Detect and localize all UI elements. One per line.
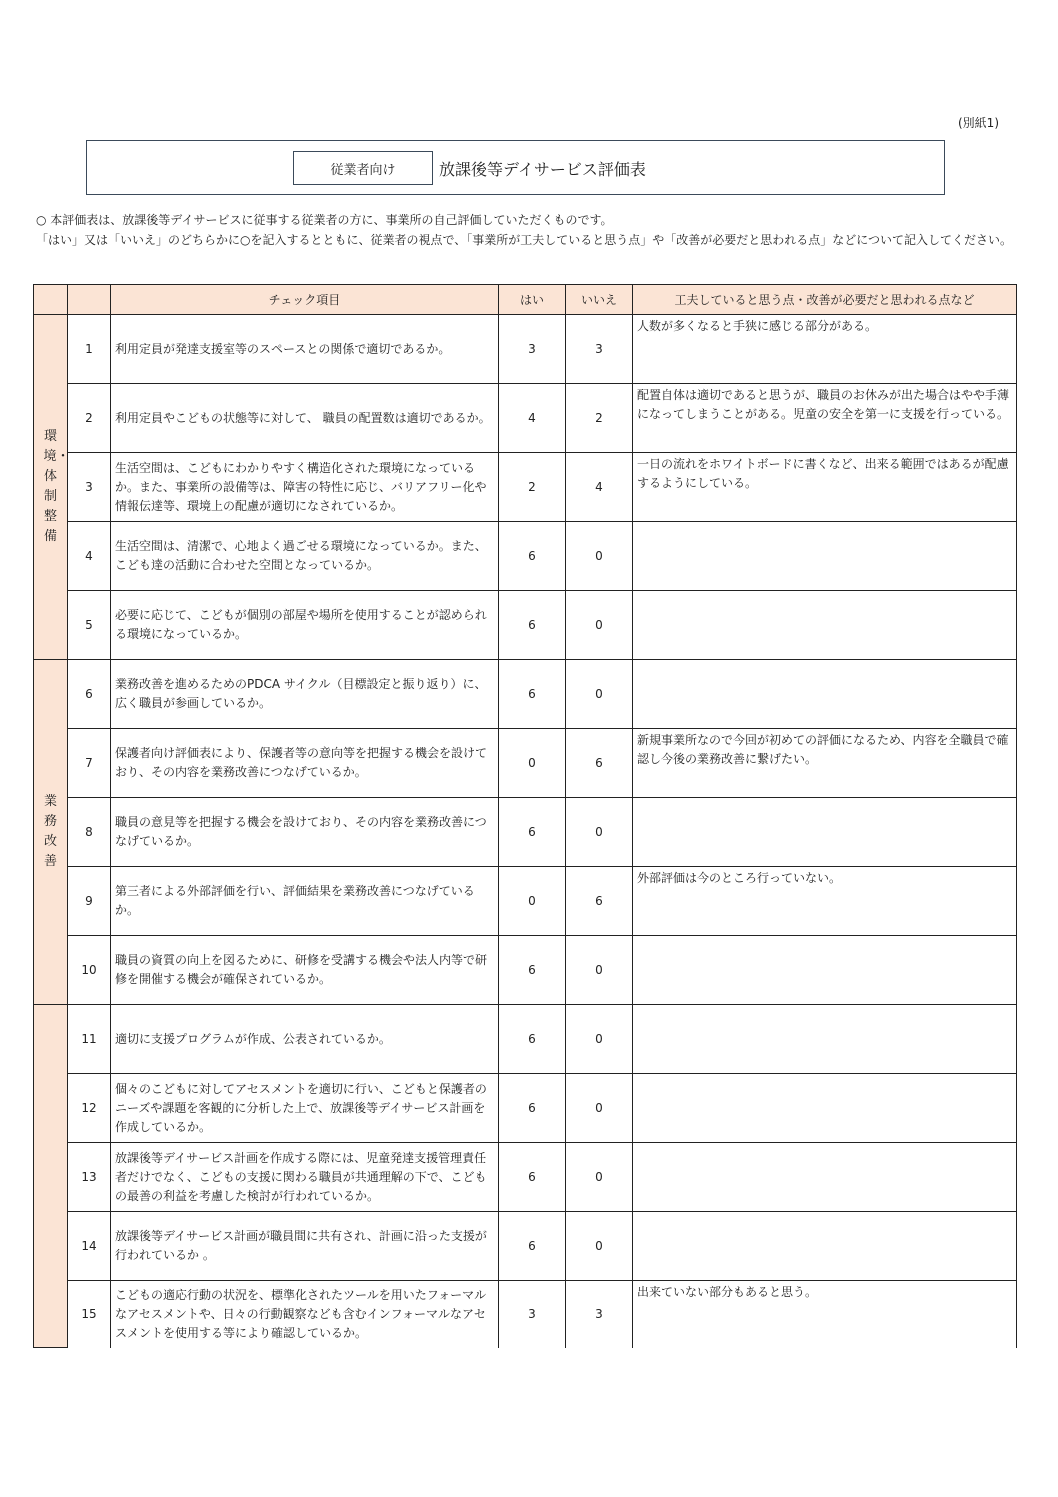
no-count: 0 — [566, 1212, 633, 1281]
no-count: 6 — [566, 729, 633, 798]
evaluation-table — [33, 284, 1017, 1348]
note-cell — [633, 936, 1017, 1005]
row-number: 15 — [68, 1281, 111, 1348]
yes-count: 6 — [499, 1074, 566, 1143]
no-count: 3 — [566, 315, 633, 384]
table-row — [34, 660, 1017, 729]
row-number: 2 — [68, 384, 111, 453]
yes-count: 6 — [499, 660, 566, 729]
no-count: 2 — [566, 384, 633, 453]
yes-count: 3 — [499, 315, 566, 384]
yes-count: 6 — [499, 1005, 566, 1074]
check-item: 適切に支援プログラムが作成、公表されているか。 — [111, 1005, 499, 1074]
check-item: 業務改善を進めるためのPDCA サイクル（目標設定と振り返り）に、広く職員が参画しているか。 — [111, 660, 499, 729]
audience-tag: 従業者向け — [293, 151, 433, 185]
check-item: 放課後等デイサービス計画が職員間に共有され、計画に沿った支援が行われているか 。 — [111, 1212, 499, 1281]
note-cell — [633, 1074, 1017, 1143]
check-item: 職員の意見等を把握する機会を設けており、その内容を業務改善につなげているか。 — [111, 798, 499, 867]
note-cell — [633, 660, 1017, 729]
table-row — [34, 453, 1017, 522]
note-cell: 人数が多くなると手狭に感じる部分がある。 — [633, 315, 1017, 384]
no-count: 0 — [566, 591, 633, 660]
no-count: 0 — [566, 660, 633, 729]
yes-count: 0 — [499, 867, 566, 936]
row-number: 13 — [68, 1143, 111, 1212]
header-category — [34, 285, 68, 315]
table-header-row — [34, 285, 1017, 315]
no-count: 4 — [566, 453, 633, 522]
table-row — [34, 384, 1017, 453]
table-row — [34, 1281, 1017, 1348]
row-number: 7 — [68, 729, 111, 798]
row-number: 3 — [68, 453, 111, 522]
check-item: 第三者による外部評価を行い、評価結果を業務改善につなげているか。 — [111, 867, 499, 936]
note-cell: 新規事業所なので今回が初めての評価になるため、内容を全職員で確認し今後の業務改善に繋げたい。 — [633, 729, 1017, 798]
row-number: 1 — [68, 315, 111, 384]
check-item: 放課後等デイサービス計画を作成する際には、児童発達支援管理責任者だけでなく、こどもの支援に関わる職員が共通理解の下で、こどもの最善の利益を考慮した検討が行われているか。 — [111, 1143, 499, 1212]
check-item: 利用定員が発達支援室等のスペースとの関係で適切であるか。 — [111, 315, 499, 384]
no-count: 0 — [566, 936, 633, 1005]
table-row — [34, 522, 1017, 591]
no-count: 0 — [566, 1005, 633, 1074]
check-item: 生活空間は、こどもにわかりやすく構造化された環境になっているか。また、事業所の設備等は、障害の特性に応じ、バリアフリー化や情報伝達等、環境上の配慮が適切になされているか。 — [111, 453, 499, 522]
no-count: 0 — [566, 522, 633, 591]
table-row — [34, 936, 1017, 1005]
category-label: 業務改善 — [43, 794, 57, 869]
intro-line-2: 「はい」又は「いいえ」のどちらかに○を記入するとともに、従業者の視点で、「事業所が工夫していると思う点」や「改善が必要だと思われる点」などについて記入してください。 — [36, 233, 1012, 247]
note-cell — [633, 1005, 1017, 1074]
yes-count: 3 — [499, 1281, 566, 1348]
header-note: 工夫していると思う点・改善が必要だと思われる点など — [633, 285, 1017, 315]
table-row — [34, 1005, 1017, 1074]
table-row — [34, 1143, 1017, 1212]
title-box — [86, 140, 945, 195]
note-cell — [633, 1212, 1017, 1281]
row-number: 10 — [68, 936, 111, 1005]
header-check-item: チェック項目 — [111, 285, 499, 315]
no-count: 0 — [566, 1143, 633, 1212]
row-number: 5 — [68, 591, 111, 660]
table-row — [34, 591, 1017, 660]
yes-count: 6 — [499, 1212, 566, 1281]
table-row — [34, 1212, 1017, 1281]
attachment-label: (別紙1) — [958, 116, 999, 130]
table-row — [34, 1074, 1017, 1143]
check-item: 利用定員やこどもの状態等に対して、 職員の配置数は適切であるか。 — [111, 384, 499, 453]
header-number — [68, 285, 111, 315]
check-item: 生活空間は、清潔で、心地よく過ごせる環境になっているか。また、こども達の活動に合わせた空間となっているか。 — [111, 522, 499, 591]
table-row — [34, 729, 1017, 798]
note-cell: 外部評価は今のところ行っていない。 — [633, 867, 1017, 936]
no-count: 0 — [566, 798, 633, 867]
check-item: こどもの適応行動の状況を、標準化されたツールを用いたフォーマルなアセスメントや、日々の行動観察なども含むインフォーマルなアセスメントを使用する等により確認しているか。 — [111, 1281, 499, 1348]
category-support — [34, 1005, 68, 1348]
yes-count: 2 — [499, 453, 566, 522]
check-item: 必要に応じて、こどもが個別の部屋や場所を使用することが認められる環境になっているか。 — [111, 591, 499, 660]
note-cell — [633, 522, 1017, 591]
no-count: 6 — [566, 867, 633, 936]
table-row — [34, 867, 1017, 936]
check-item: 個々のこどもに対してアセスメントを適切に行い、こどもと保護者のニーズや課題を客観的に分析した上で、放課後等デイサービス計画を作成しているか。 — [111, 1074, 499, 1143]
table-row — [34, 798, 1017, 867]
row-number: 8 — [68, 798, 111, 867]
yes-count: 0 — [499, 729, 566, 798]
note-cell: 配置自体は適切であると思うが、職員のお休みが出た場合はやや手薄になってしまうことがある。児童の安全を第一に支援を行っている。 — [633, 384, 1017, 453]
intro-line-1: ○ 本評価表は、放課後等デイサービスに従事する従業者の方に、事業所の自己評価していただくものです。 — [36, 213, 613, 227]
check-item: 保護者向け評価表により、保護者等の意向等を把握する機会を設けており、その内容を業務改善につなげているか。 — [111, 729, 499, 798]
row-number: 12 — [68, 1074, 111, 1143]
yes-count: 6 — [499, 1143, 566, 1212]
yes-count: 6 — [499, 798, 566, 867]
note-cell — [633, 1143, 1017, 1212]
check-item: 職員の資質の向上を図るために、研修を受講する機会や法人内等で研修を開催する機会が確保されているか。 — [111, 936, 499, 1005]
no-count: 0 — [566, 1074, 633, 1143]
yes-count: 6 — [499, 591, 566, 660]
row-number: 4 — [68, 522, 111, 591]
note-cell — [633, 798, 1017, 867]
row-number: 11 — [68, 1005, 111, 1074]
yes-count: 4 — [499, 384, 566, 453]
category-label: 環境・体制整備 — [43, 429, 70, 544]
row-number: 14 — [68, 1212, 111, 1281]
row-number: 6 — [68, 660, 111, 729]
note-cell: 出来ていない部分もあると思う。 — [633, 1281, 1017, 1348]
header-yes: はい — [499, 285, 566, 315]
table-row — [34, 315, 1017, 384]
header-no: いいえ — [566, 285, 633, 315]
note-cell — [633, 591, 1017, 660]
no-count: 3 — [566, 1281, 633, 1348]
category-environment — [34, 315, 68, 660]
page-title: 放課後等デイサービス評価表 — [439, 160, 646, 179]
yes-count: 6 — [499, 936, 566, 1005]
yes-count: 6 — [499, 522, 566, 591]
row-number: 9 — [68, 867, 111, 936]
note-cell: 一日の流れをホワイトボードに書くなど、出来る範囲ではあるが配慮するようにしている。 — [633, 453, 1017, 522]
category-business-improvement — [34, 660, 68, 1005]
